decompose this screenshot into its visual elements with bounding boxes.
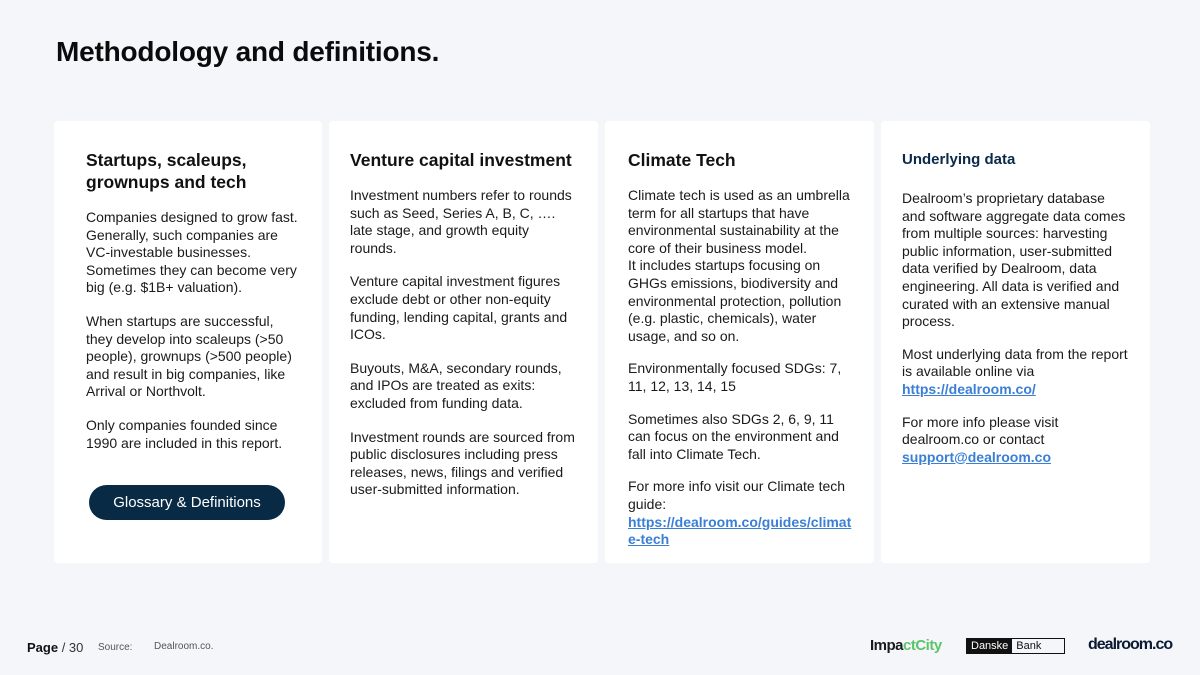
footer (0, 630, 1200, 666)
card-paragraph (902, 414, 1130, 467)
card-paragraph-text: For more info please visit dealroom.co or contact (902, 413, 1059, 448)
card-startups (54, 121, 322, 563)
glossary-definitions-button[interactable]: Glossary & Definitions (89, 485, 285, 520)
danske-bank-logo (966, 638, 1065, 654)
card-paragraph-text: Most underlying data from the report is available online via (902, 345, 1128, 380)
logo-text-a: Impa (870, 637, 904, 654)
card-paragraph (628, 478, 854, 548)
card-paragraph: Investment rounds are sourced from public disclosures including press releases, news, filings and verified user-submitted information. (350, 428, 575, 498)
card-paragraph: Sometimes also SDGs 2, 6, 9, 11 can focus on the environment and fall into Climate Tech. (628, 410, 839, 462)
card-paragraph: Only companies founded since 1990 are included in this report. (86, 416, 283, 451)
card-paragraph: Environmentally focused SDGs: 7, 11, 12, 13, 14, 15 (628, 360, 842, 394)
card-paragraph (902, 346, 1130, 399)
card-paragraph: It includes startups focusing on GHGs emissions, biodiversity and environmental protection, pollution (e.g. plastic, chemicals), water usage, and so on. (628, 257, 842, 344)
impactcity-logo (870, 637, 942, 654)
logo-text-b: ctCity (903, 637, 942, 654)
source-value: Dealroom.co. (154, 641, 214, 652)
card-paragraph: Investment numbers refer to rounds such as Seed, Series A, B, C, …. late stage, and growth equity rounds. (350, 187, 572, 256)
source-label: Source: (98, 642, 133, 653)
card-heading: Climate Tech (628, 150, 736, 170)
card-paragraph: Buyouts, M&A, secondary rounds, and IPOs are treated as exits: excluded from funding data. (350, 359, 562, 411)
support-email-link[interactable]: support@dealroom.co (902, 448, 1051, 465)
card-heading: Underlying data (902, 151, 1016, 168)
page-title: Methodology and definitions. (56, 36, 440, 67)
page-count: / 30 (61, 640, 84, 655)
dealroom-link[interactable]: https://dealroom.co/ (902, 380, 1036, 397)
card-underlying-data (881, 121, 1150, 563)
card-venture-capital (329, 121, 598, 563)
card-paragraph: Climate tech is used as an umbrella term for all startups that have environmental sustainability at the core of their business model. (628, 187, 850, 256)
dealroom-logo: dealroom.co (1088, 636, 1173, 653)
card-heading: Startups, scaleups, grownups and tech (86, 150, 247, 192)
card-paragraph: Venture capital investment figures exclude debt or other non-equity funding, lending capital, grants and ICOs. (350, 273, 568, 343)
logo-text-b: Bank (1016, 640, 1042, 652)
page-number (27, 640, 83, 655)
card-heading: Venture capital investment (350, 150, 572, 170)
card-paragraph-text: For more info visit our Climate tech guide: (628, 478, 846, 512)
climate-tech-guide-link[interactable]: https://dealroom.co/guides/climate-tech (628, 513, 852, 548)
card-climate-tech (605, 121, 874, 563)
card-paragraph: When startups are successful, they develop into scaleups (>50 people), grownups (>500 people) and result in big companies, like Arrival or Northvolt. (86, 312, 292, 400)
logo-text-a: Danske (967, 639, 1012, 653)
card-paragraph: Companies designed to grow fast. Generally, such companies are VC-investable businesses. Sometimes they can become very big (e.g. $1B+ valuation). (86, 209, 298, 296)
card-paragraph: Dealroom’s proprietary database and software aggregate data comes from multiple sources: harvesting public information, user-submitted data verified by Dealroom, data engineering. All data is verified and curated with an extensive manual process. (902, 190, 1126, 330)
page-label: Page (27, 640, 59, 655)
